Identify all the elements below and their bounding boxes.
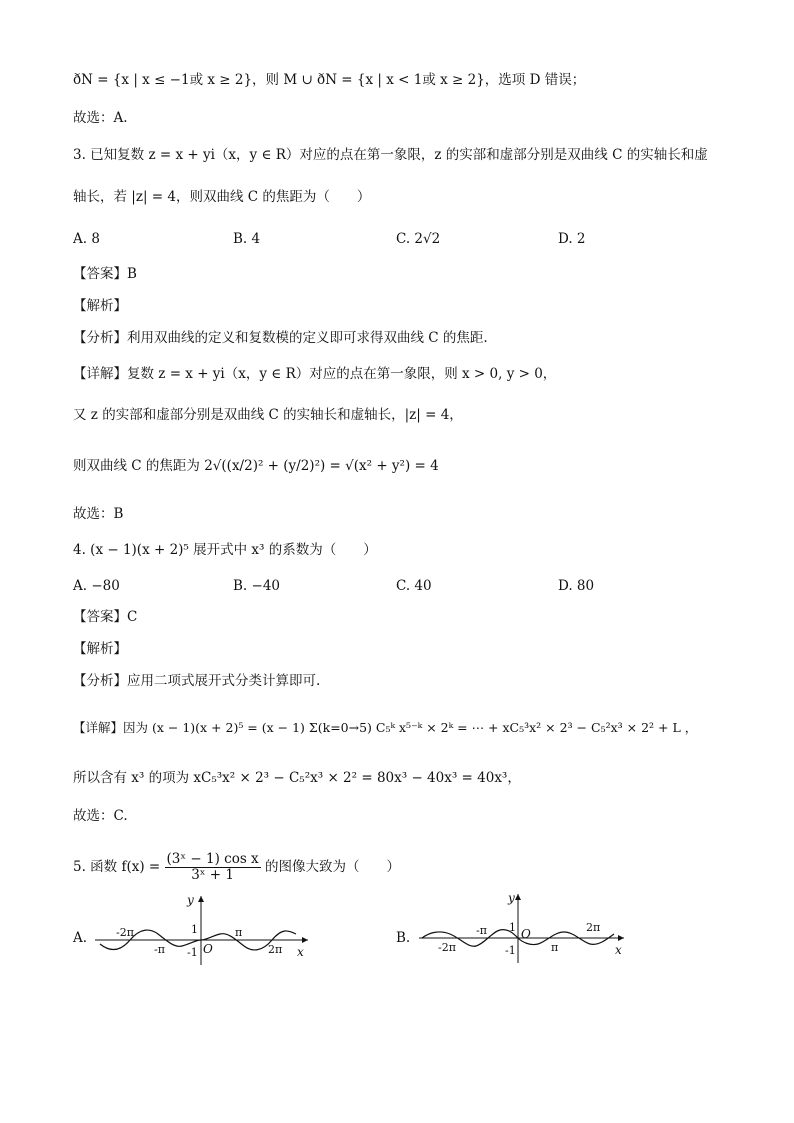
tick-label: -2π xyxy=(438,941,456,954)
tick-label: 1 xyxy=(509,921,516,934)
q5-graph-a xyxy=(90,890,320,970)
tick-label: 2π xyxy=(586,921,601,934)
origin-label: O xyxy=(203,942,213,956)
q4-detail-line2: 所以含有 x³ 的项为 xC₅³x² × 2³ − C₅²x³ × 2² = 80x³ − 40x³ = 40x³， xyxy=(73,770,521,786)
q5-fraction-denominator: 3ˣ + 1 xyxy=(191,867,234,883)
q3-detail-line2: 又 z 的实部和虚部分别是双曲线 C 的实轴长和虚轴长，|z| = 4， xyxy=(73,407,463,423)
tick-label: 2π xyxy=(268,943,283,956)
q4-option-c: C. 40 xyxy=(396,578,432,594)
tick-label: 1 xyxy=(191,923,198,936)
question-3-stem-line2: 轴长，若 |z| = 4，则双曲线 C 的焦距为（ ） xyxy=(73,189,371,205)
q5-stem-prefix: 5. 函数 f(x) = xyxy=(73,859,161,875)
q4-option-a: A. −80 xyxy=(73,578,120,594)
q4-conclusion: 故选：C. xyxy=(73,808,128,824)
tick-label: -π xyxy=(154,943,165,956)
q3-detail-line1: 【详解】复数 z = x + yi（x，y ∈ R）对应的点在第一象限，则 x > 0, y > 0， xyxy=(73,366,557,382)
q4-option-b: B. −40 xyxy=(233,578,280,594)
tick-label: -1 xyxy=(187,946,198,959)
text-line: ðN = {x | x ≤ −1或 x ≥ 2}，则 M ∪ ðN = {x | x < 1或 x ≥ 2}，选项 D 错误； xyxy=(73,72,586,88)
q5-fraction-numerator: (3ˣ − 1) cos x xyxy=(166,851,259,867)
tick-label: -2π xyxy=(116,926,134,939)
q3-option-a: A. 8 xyxy=(73,231,100,247)
q3-option-d: D. 2 xyxy=(558,231,586,247)
q3-analysis: 【分析】利用双曲线的定义和复数模的定义即可求得双曲线 C 的焦距. xyxy=(73,330,488,346)
q3-focal-formula: 2√((x/2)² + (y/2)²) = √(x² + y²) = 4 xyxy=(204,458,439,474)
q4-jiexi-label: 【解析】 xyxy=(73,641,127,657)
q4-analysis: 【分析】应用二项式展开式分类计算即可. xyxy=(73,673,321,689)
q5-graph-b xyxy=(414,888,634,968)
tick-label: π xyxy=(551,941,559,954)
q5-option-a-label: A. xyxy=(73,930,88,946)
q5-option-b-label: B. xyxy=(396,930,411,946)
question-3-stem-line1: 3. 已知复数 z = x + yi（x，y ∈ R）对应的点在第一象限，z 的实部和虚部分别是双曲线 C 的实轴长和虚 xyxy=(73,147,708,163)
q4-option-d: D. 80 xyxy=(558,578,595,594)
axis-label-y: y xyxy=(508,891,515,905)
q3-option-c: C. 2√2 xyxy=(396,231,441,247)
origin-label: O xyxy=(521,927,531,941)
q4-detail-line1: 【详解】因为 (x − 1)(x + 2)⁵ = (x − 1) Σ(k=0→5) C₅ᵏ x⁵⁻ᵏ × 2ᵏ = ⋯ + xC₅³x² × 2³ − C₅²x³ × 2² + L ， xyxy=(73,720,698,735)
tick-label: -π xyxy=(476,924,487,937)
q3-answer: 【答案】B xyxy=(73,266,137,282)
question-5-stem xyxy=(73,850,400,884)
q5-fraction xyxy=(165,852,261,883)
q3-conclusion: 故选：B xyxy=(73,506,124,522)
tick-label: π xyxy=(235,926,243,939)
q3-detail-line3-prefix: 则双曲线 C 的焦距为 xyxy=(73,458,200,474)
axis-label-x: x xyxy=(297,945,304,959)
q4-answer: 【答案】C xyxy=(73,609,138,625)
question-4-stem: 4. (x − 1)(x + 2)⁵ 展开式中 x³ 的系数为（ ） xyxy=(73,542,377,558)
q3-option-b: B. 4 xyxy=(233,231,261,247)
axis-label-y: y xyxy=(187,893,194,907)
q3-detail-line3 xyxy=(73,456,439,476)
q3-jiexi-label: 【解析】 xyxy=(73,298,127,314)
tick-label: -1 xyxy=(505,944,516,957)
q5-stem-suffix: 的图像大致为（ ） xyxy=(264,859,400,875)
conclusion-line: 故选：A. xyxy=(73,110,128,126)
axis-label-x: x xyxy=(615,943,622,957)
